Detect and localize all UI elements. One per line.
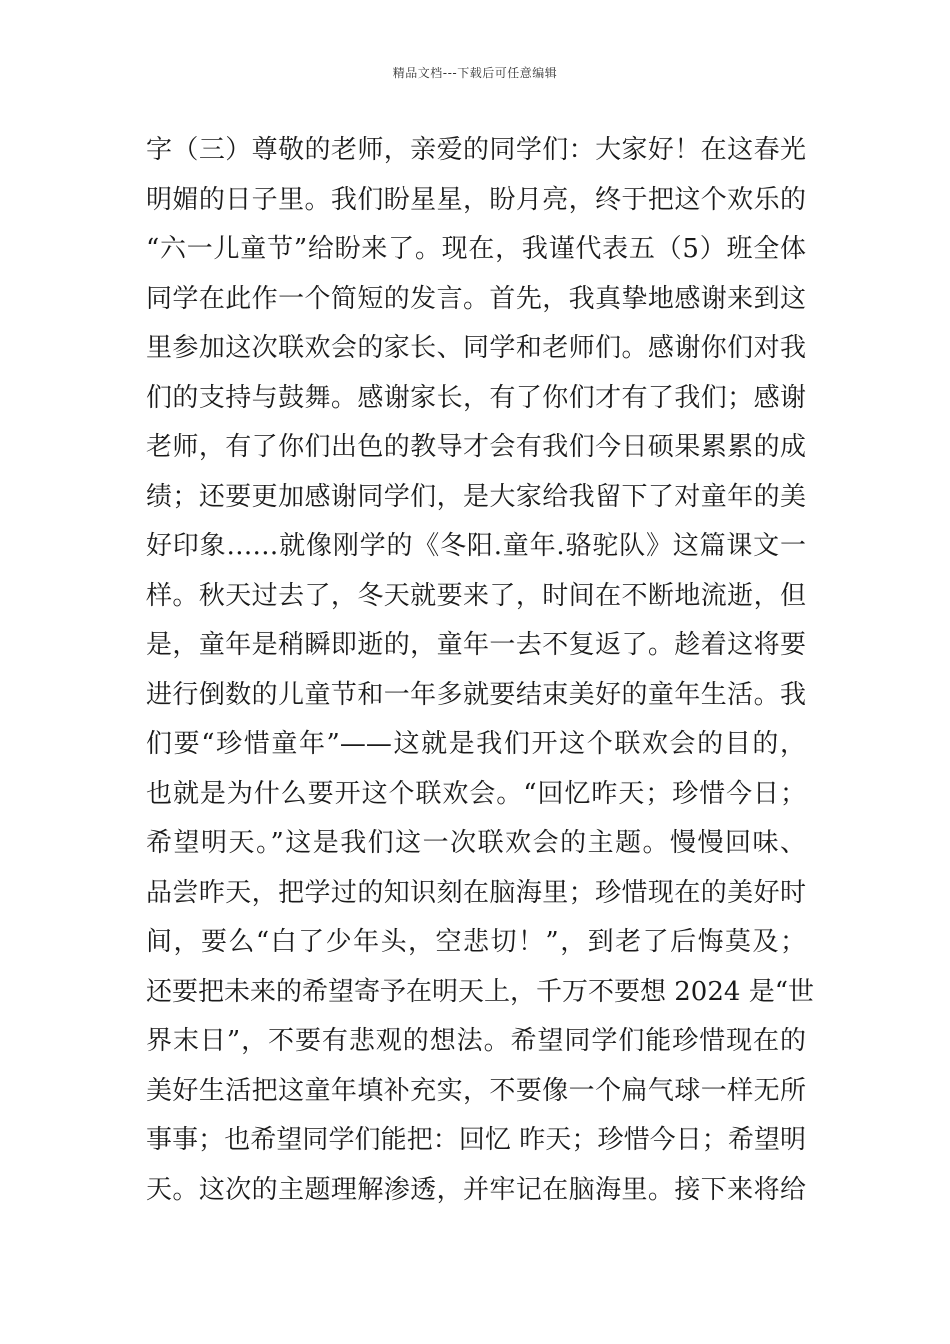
- text-line: 样。秋天过去了，冬天就要来了，时间在不断地流逝，但: [146, 580, 806, 611]
- text-line: 美好生活把这童年填补充实，不要像一个扁气球一样无所: [146, 1075, 806, 1106]
- text-line: 明媚的日子里。我们盼星星，盼月亮，终于把这个欢乐的: [146, 184, 806, 215]
- text-line: 是，童年是稍瞬即逝的，童年一去不复返了。趁着这将要: [146, 630, 806, 660]
- text-line: 也就是为什么要开这个联欢会。“回忆昨天；珍惜今日；: [146, 778, 806, 809]
- text-line: 天。这次的主题理解渗透，并牢记在脑海里。接下来将给: [146, 1174, 806, 1205]
- text-line: 字（三）尊敬的老师，亲爱的同学们：大家好！在这春光: [146, 135, 806, 165]
- text-line: 事事；也希望同学们能把：回忆 昨天；珍惜今日；希望明: [146, 1125, 806, 1155]
- text-line: 进行倒数的儿童节和一年多就要结束美好的童年生活。我: [146, 679, 806, 710]
- text-line: 希望明天。”这是我们这一次联欢会的主题。慢慢回味、: [146, 828, 806, 858]
- text-line: 里参加这次联欢会的家长、同学和老师们。感谢你们对我: [146, 333, 806, 363]
- text-line: 们的支持与鼓舞。感谢家长，有了你们才有了我们；感谢: [146, 382, 806, 413]
- text-line: 绩；还要更加感谢同学们，是大家给我留下了对童年的美: [146, 481, 806, 512]
- text-line: 同学在此作一个简短的发言。首先，我真挚地感谢来到这: [146, 283, 806, 314]
- text-line: 间，要么“白了少年头，空悲切！”，到老了后悔莫及；: [146, 927, 806, 957]
- text-line: 品尝昨天，把学过的知识刻在脑海里；珍惜现在的美好时: [146, 877, 806, 908]
- text-line: 界末日”，不要有悲观的想法。希望同学们能珍惜现在的: [146, 1026, 806, 1056]
- page-header: 精品文档---下载后可任意编辑: [392, 66, 558, 80]
- text-line: 老师，有了你们出色的教导才会有我们今日硕果累累的成: [146, 432, 806, 462]
- document-body: [146, 126, 814, 1215]
- text-line: 们要“珍惜童年”——这就是我们开这个联欢会的目的，: [146, 729, 806, 759]
- text-line: “六一儿童节”给盼来了。现在，我谨代表五（5）班全体: [146, 234, 806, 264]
- text-line: 还要把未来的希望寄予在明天上，千万不要想 2024 是“世: [146, 976, 814, 1007]
- text-line: 好印象……就像刚学的《冬阳.童年.骆驼队》这篇课文一: [146, 531, 806, 561]
